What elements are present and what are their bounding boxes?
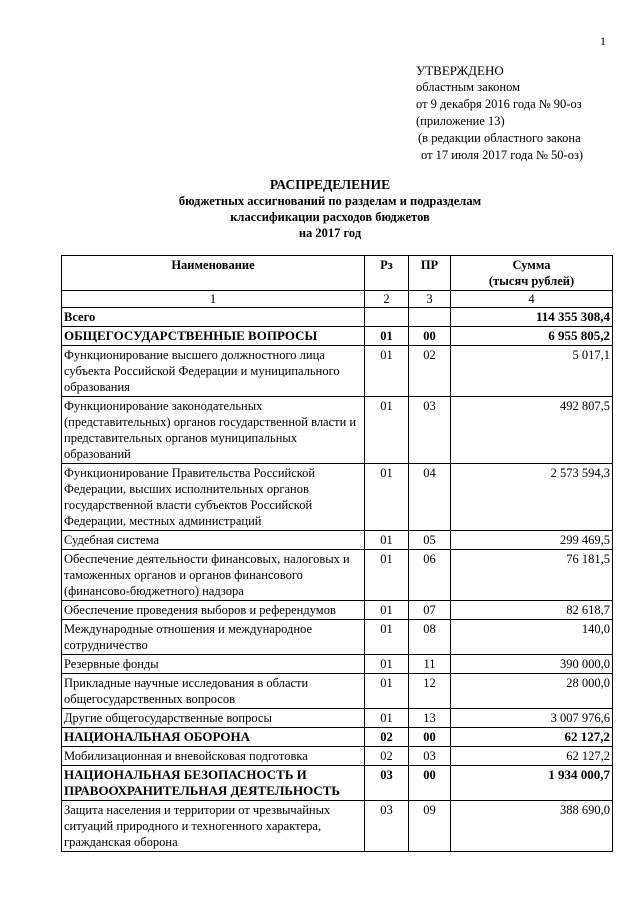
- row-pr: 00: [409, 327, 451, 346]
- document-heading: [0, 177, 640, 241]
- row-rz: 01: [365, 620, 409, 655]
- row-rz: 02: [365, 728, 409, 747]
- row-pr: 03: [409, 747, 451, 766]
- row-pr: 00: [409, 766, 451, 801]
- row-name: ОБЩЕГОСУДАРСТВЕННЫЕ ВОПРОСЫ: [62, 327, 365, 346]
- row-rz: 01: [365, 531, 409, 550]
- row-pr: 07: [409, 601, 451, 620]
- row-rz: 01: [365, 655, 409, 674]
- document-subtitle-line: бюджетных ассигнований по разделам и подразделам: [178, 194, 482, 208]
- row-pr: 00: [409, 728, 451, 747]
- column-number: 1: [62, 291, 365, 308]
- document-title: РАСПРЕДЕЛЕНИЕ: [269, 177, 391, 192]
- row-rz: 03: [365, 801, 409, 852]
- row-pr: 05: [409, 531, 451, 550]
- total-row: [62, 308, 613, 327]
- row-sum: 2 573 594,3: [451, 464, 613, 531]
- row-pr: 04: [409, 464, 451, 531]
- row-pr: 03: [409, 397, 451, 464]
- header-pr: ПР: [409, 256, 451, 291]
- row-name: Функционирование высшего должностного лица субъекта Российской Федерации и муниципального образования: [62, 346, 365, 397]
- table-row: [62, 346, 613, 397]
- table-row: [62, 709, 613, 728]
- approval-line: (приложение 13): [416, 114, 505, 128]
- row-sum: 28 000,0: [451, 674, 613, 709]
- row-name: Прикладные научные исследования в области общегосударственных вопросов: [62, 674, 365, 709]
- row-sum: 390 000,0: [451, 655, 613, 674]
- row-name: НАЦИОНАЛЬНАЯ БЕЗОПАСНОСТЬ И ПРАВООХРАНИТЕЛЬНАЯ ДЕЯТЕЛЬНОСТЬ: [62, 766, 365, 801]
- row-rz: 01: [365, 327, 409, 346]
- row-name: Обеспечение проведения выборов и референдумов: [62, 601, 365, 620]
- page-number: 1: [600, 34, 606, 48]
- table-header-row: [62, 256, 613, 291]
- row-name: Функционирование законодательных (представительных) органов государственной власти и представительных органов муниципальных образований: [62, 397, 365, 464]
- row-pr: 02: [409, 346, 451, 397]
- row-rz: 03: [365, 766, 409, 801]
- approval-line: от 17 июля 2017 года № 50-оз): [421, 148, 584, 162]
- table-row: [62, 747, 613, 766]
- column-number-row: [62, 291, 613, 308]
- header-sum-title: Сумма: [512, 258, 551, 272]
- row-name: Функционирование Правительства Российской Федерации, высших исполнительных органов государственной власти субъектов Российской Федерации, местных администраций: [62, 464, 365, 531]
- approval-line: УТВЕРЖДЕНО: [416, 63, 504, 78]
- row-rz: 01: [365, 674, 409, 709]
- row-pr: 06: [409, 550, 451, 601]
- row-name: Международные отношения и международное сотрудничество: [62, 620, 365, 655]
- row-sum: 299 469,5: [451, 531, 613, 550]
- document-subtitle-line: на 2017 год: [298, 226, 362, 240]
- approval-line: от 9 декабря 2016 года № 90-оз: [416, 97, 582, 111]
- row-sum: 62 127,2: [451, 728, 613, 747]
- row-sum: 82 618,7: [451, 601, 613, 620]
- row-rz: 01: [365, 397, 409, 464]
- section-row: [62, 766, 613, 801]
- row-pr: 09: [409, 801, 451, 852]
- column-number: 3: [409, 291, 451, 308]
- approval-stamp: [416, 62, 583, 164]
- row-sum: 62 127,2: [451, 747, 613, 766]
- row-pr: 12: [409, 674, 451, 709]
- row-name: Мобилизационная и вневойсковая подготовка: [62, 747, 365, 766]
- section-row: [62, 728, 613, 747]
- row-rz: 01: [365, 346, 409, 397]
- table-row: [62, 674, 613, 709]
- approval-line: областным законом: [416, 80, 521, 94]
- approval-line: (в редакции областного закона: [418, 131, 581, 145]
- row-sum: 1 934 000,7: [451, 766, 613, 801]
- table-row: [62, 464, 613, 531]
- row-pr: 13: [409, 709, 451, 728]
- header-rz: Рз: [365, 256, 409, 291]
- row-rz: 01: [365, 464, 409, 531]
- row-name: Резервные фонды: [62, 655, 365, 674]
- row-pr: 08: [409, 620, 451, 655]
- table-row: [62, 531, 613, 550]
- row-name: Всего: [62, 308, 365, 327]
- document-subtitle-line: классификации расходов бюджетов: [230, 210, 430, 224]
- column-number: 2: [365, 291, 409, 308]
- table-row: [62, 397, 613, 464]
- row-sum: 5 017,1: [451, 346, 613, 397]
- row-sum: 114 355 308,4: [451, 308, 613, 327]
- table-row: [62, 601, 613, 620]
- row-name: Обеспечение деятельности финансовых, налоговых и таможенных органов и органов финансового (финансово-бюджетного) надзора: [62, 550, 365, 601]
- row-name: Другие общегосударственные вопросы: [62, 709, 365, 728]
- row-rz: 01: [365, 550, 409, 601]
- section-row: [62, 327, 613, 346]
- row-name: Судебная система: [62, 531, 365, 550]
- row-rz: 02: [365, 747, 409, 766]
- row-rz: 01: [365, 709, 409, 728]
- table-row: [62, 655, 613, 674]
- row-sum: 76 181,5: [451, 550, 613, 601]
- row-rz: 01: [365, 601, 409, 620]
- budget-table: [61, 255, 613, 852]
- row-pr: [409, 308, 451, 327]
- column-number: 4: [451, 291, 613, 308]
- row-rz: [365, 308, 409, 327]
- row-sum: 3 007 976,6: [451, 709, 613, 728]
- row-sum: 492 807,5: [451, 397, 613, 464]
- row-name: НАЦИОНАЛЬНАЯ ОБОРОНА: [62, 728, 365, 747]
- table-row: [62, 550, 613, 601]
- row-pr: 11: [409, 655, 451, 674]
- row-sum: 388 690,0: [451, 801, 613, 852]
- table-row: [62, 620, 613, 655]
- header-sum: [451, 256, 613, 291]
- header-sum-unit: (тысяч рублей): [488, 274, 575, 288]
- header-name: Наименование: [62, 256, 365, 291]
- table-row: [62, 801, 613, 852]
- row-sum: 140,0: [451, 620, 613, 655]
- row-sum: 6 955 805,2: [451, 327, 613, 346]
- row-name: Защита населения и территории от чрезвычайных ситуаций природного и техногенного характера, гражданская оборона: [62, 801, 365, 852]
